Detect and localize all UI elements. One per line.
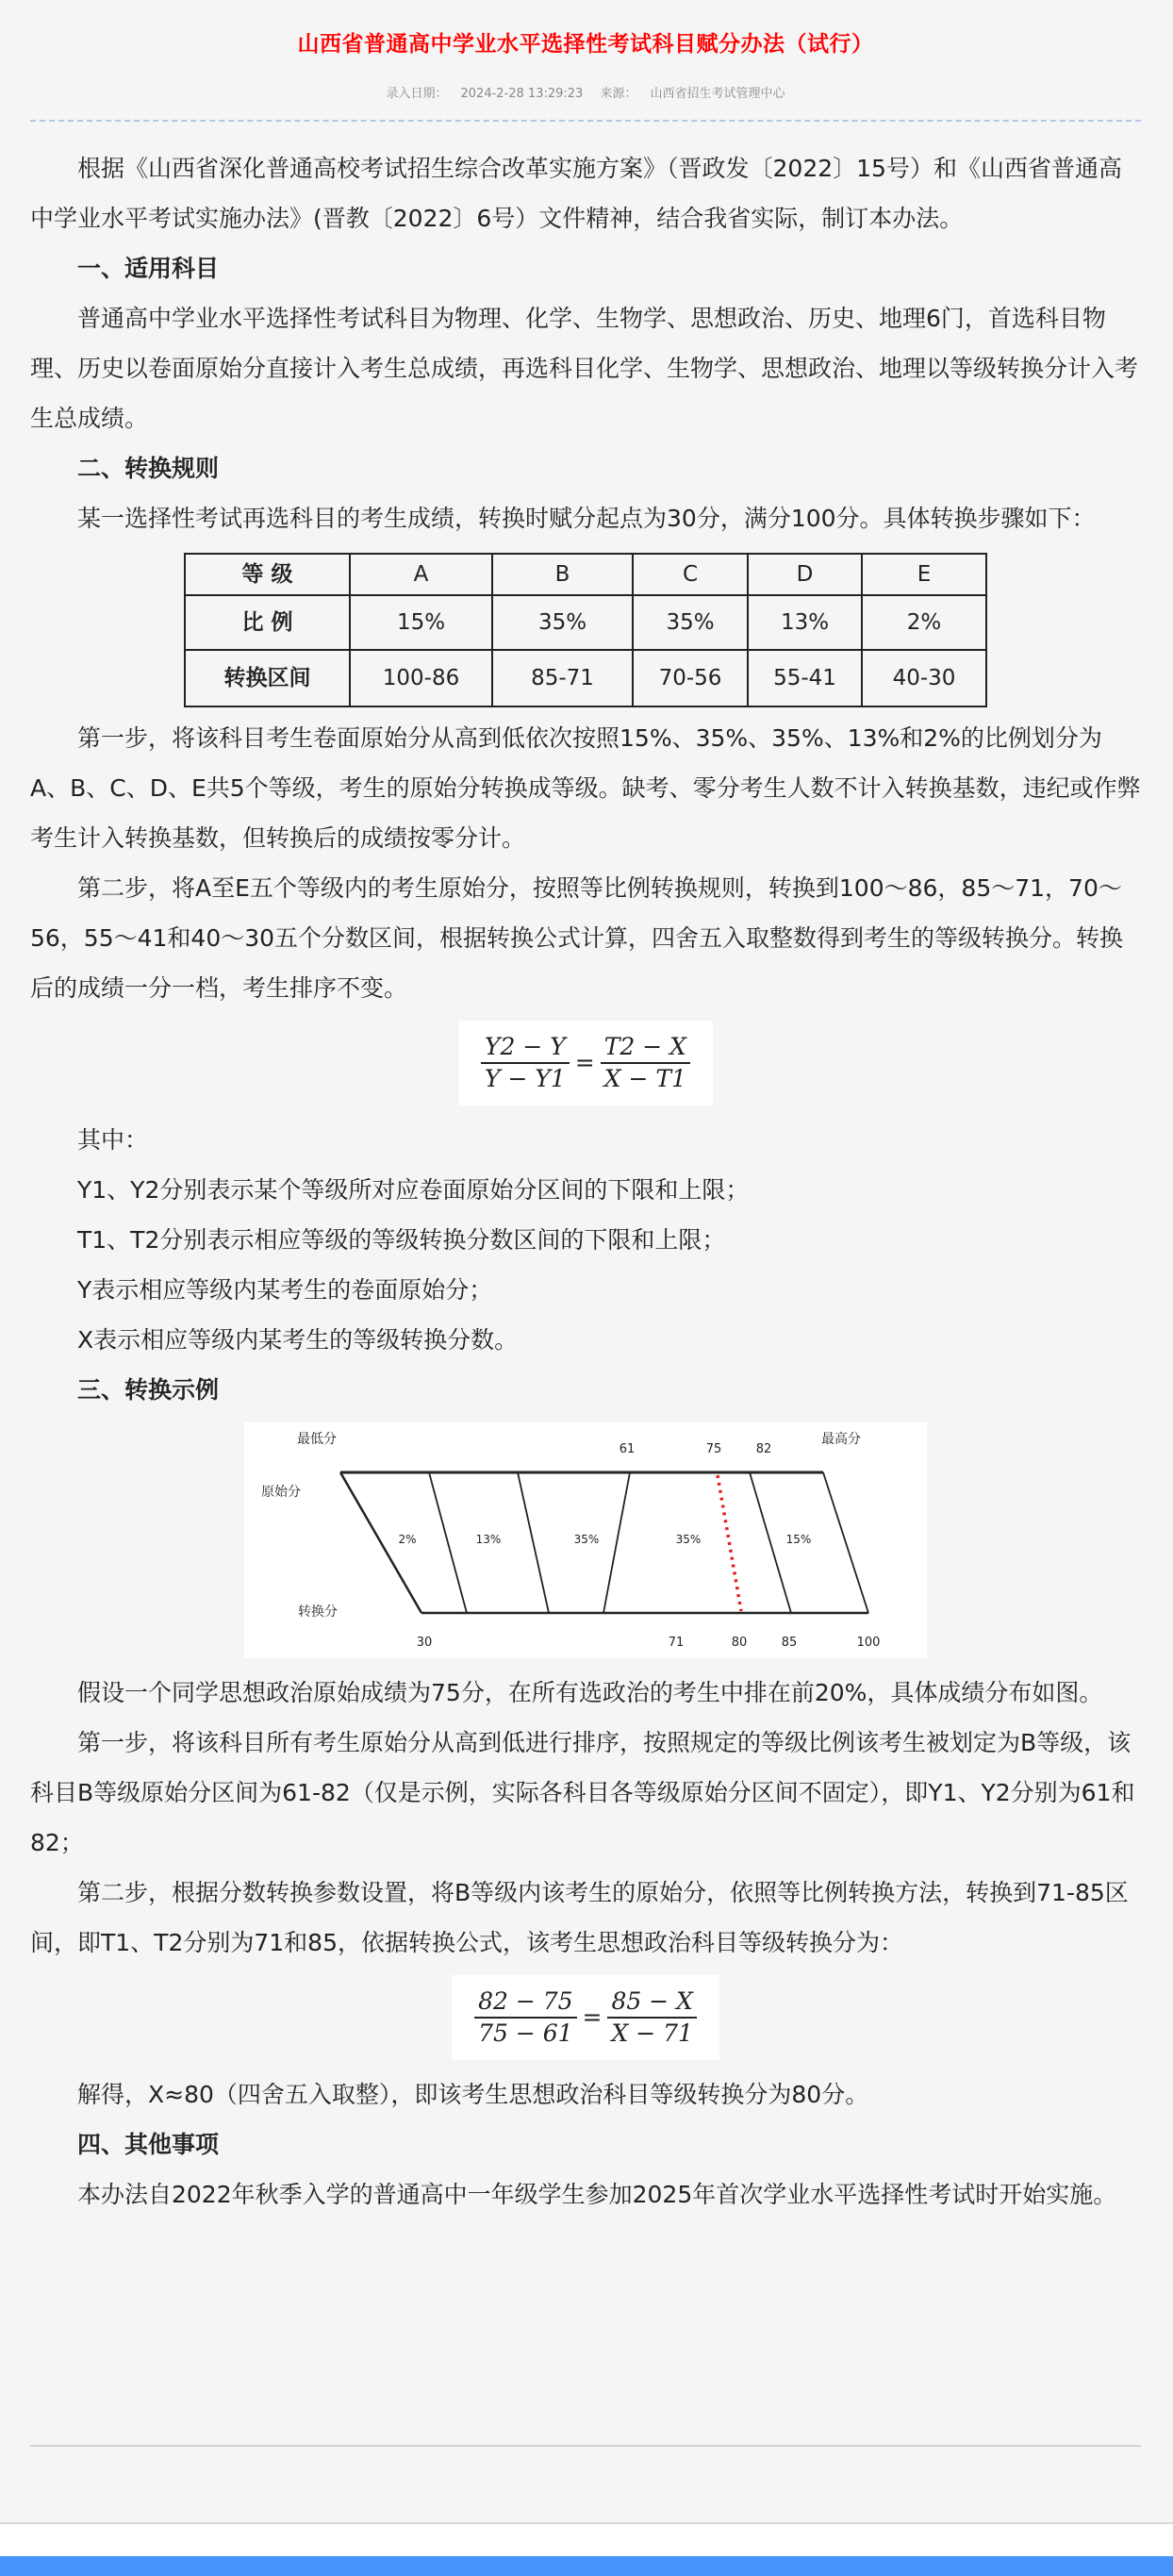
- section-heading-2: 二、转换规则: [77, 455, 220, 482]
- section-heading-1: 一、适用科目: [77, 255, 220, 282]
- label-min-score: 最低分: [297, 1432, 337, 1447]
- table-row: [185, 595, 986, 650]
- grade-cell: D: [748, 554, 862, 595]
- formula-equals: =: [582, 2003, 603, 2031]
- converted-score-tick: 100: [856, 1636, 881, 1650]
- source-value: 山西省招生考试管理中心: [650, 87, 785, 101]
- article-body: [30, 143, 1141, 2219]
- formula-denominator: Y − Y1: [485, 1065, 566, 1092]
- range-cell: 100-86: [350, 650, 492, 706]
- formula-example-wrap: [30, 1968, 1141, 2069]
- definition-item: Y1、Y2分别表示某个等级所对应卷面原始分区间的下限和上限；: [77, 1176, 750, 1204]
- grade-cell: B: [492, 554, 633, 595]
- source: [600, 87, 785, 101]
- grade-cell: C: [633, 554, 748, 595]
- step-1-paragraph: 第一步，将该科目考生卷面原始分从高到低依次按照15%、35%、35%、13%和2%的比例划分为A、B、C、D、E共5个等级，考生的原始分转换成等级。缺考、零分考生人数不计入转换基数，违纪或作弊考生计入转换基数，但转换后的成绩按零分计。: [30, 724, 1141, 852]
- label-converted-score: 转换分: [298, 1604, 338, 1620]
- raw-score-tick: 82: [755, 1442, 772, 1456]
- converted-score-tick: 85: [781, 1636, 798, 1650]
- source-label: 来源：: [600, 87, 637, 101]
- raw-score-tick: 75: [705, 1442, 722, 1456]
- section-heading-4: 四、其他事项: [77, 2131, 220, 2158]
- footer-divider: [30, 2445, 1141, 2447]
- example-step-1: 第一步，将该科目所有考生原始分从高到低进行排序，按照规定的等级比例该考生被划定为B等级，该科目B等级原始分区间为61-82（仅是示例，实际各科目各等级原始分区间不固定），即Y1、Y2分别为61和82；: [30, 1729, 1135, 1856]
- converted-score-tick: 71: [668, 1636, 685, 1650]
- ratio-cell: 2%: [862, 595, 986, 650]
- formula-equals: =: [574, 1049, 595, 1076]
- page-bottom-area: [0, 2522, 1173, 2558]
- grade-cell: A: [350, 554, 492, 595]
- definition-item: X表示相应等级内某考生的等级转换分数。: [77, 1326, 519, 1354]
- student-score-marker: [718, 1475, 741, 1611]
- section-heading-3: 三、转换示例: [77, 1376, 220, 1404]
- grade-segment-label: 35%: [675, 1533, 702, 1546]
- ratio-cell: 35%: [492, 595, 633, 650]
- ratio-cell: 13%: [748, 595, 862, 650]
- grade-table: [184, 553, 987, 707]
- conversion-diagram-wrap: [30, 1415, 1141, 1668]
- ratio-cell: 35%: [633, 595, 748, 650]
- table-row: [185, 650, 986, 706]
- range-cell: 85-71: [492, 650, 633, 706]
- grade-segment-label: 2%: [398, 1533, 417, 1546]
- grade-boundary-line: [603, 1472, 630, 1613]
- step-2-paragraph: 第二步，将A至E五个等级内的考生原始分，按照等比例转换规则，转换到100～86，85～71，70～56，55～41和40～30五个分数区间，根据转换公式计算，四舍五入取整数得到考生的等级转换分。转换后的成绩一分一档，考生排序不变。: [30, 874, 1124, 1002]
- label-raw-score: 原始分: [261, 1485, 301, 1500]
- formula-denominator: X − 71: [611, 2019, 693, 2047]
- grade-segment-label: 13%: [475, 1533, 502, 1546]
- header-divider: [30, 120, 1141, 122]
- grade-segment-label: 35%: [573, 1533, 600, 1546]
- article-meta: [30, 83, 1141, 101]
- grade-segment-label: 15%: [785, 1533, 812, 1546]
- formula-denominator: X − T1: [603, 1065, 686, 1092]
- definition-item: T1、T2分别表示相应等级的等级转换分数区间的下限和上限；: [77, 1226, 726, 1254]
- converted-score-tick: 30: [416, 1636, 433, 1650]
- formula-numerator: Y2 − Y: [481, 1032, 570, 1064]
- converted-score-tick: 80: [731, 1636, 748, 1650]
- entry-date: [387, 87, 584, 101]
- grade-cell: E: [862, 554, 986, 595]
- example-paragraph: 假设一个同学思想政治原始成绩为75分，在所有选政治的考生中排在前20%，具体成绩分布如图。: [77, 1679, 1103, 1706]
- grade-boundary-line: [429, 1472, 467, 1613]
- section-4-paragraph: 本办法自2022年秋季入学的普通高中一年级学生参加2025年首次学业水平选择性考试时开始实施。: [77, 2181, 1117, 2208]
- definition-item: Y表示相应等级内某考生的卷面原始分；: [77, 1276, 493, 1304]
- raw-score-tick: 61: [619, 1442, 636, 1456]
- conversion-diagram: [244, 1422, 927, 1658]
- grade-boundary-line: [518, 1472, 549, 1613]
- section-1-paragraph: 普通高中学业水平选择性考试科目为物理、化学、生物学、思想政治、历史、地理6门，首选科目物理、历史以卷面原始分直接计入考生总成绩，再选科目化学、生物学、思想政治、地理以等级转换分计入考生总成绩。: [30, 305, 1139, 432]
- grade-boundary-line: [750, 1472, 791, 1613]
- range-cell: 70-56: [633, 650, 748, 706]
- formula-right-fraction: [607, 1986, 696, 2049]
- formula-general: [458, 1021, 713, 1105]
- example-step-2: 第二步，根据分数转换参数设置，将B等级内该考生的原始分，依照等比例转换方法，转换到71-85区间，即T1、T2分别为71和85，依据转换公式，该考生思想政治科目等级转换分为：: [30, 1879, 1129, 1956]
- formula-right-fraction: [601, 1032, 690, 1094]
- section-2-paragraph: 某一选择性考试再选科目的考生成绩，转换时赋分起点为30分，满分100分。具体转换步骤如下：: [77, 505, 1096, 532]
- grade-boundary-line: [823, 1472, 868, 1613]
- ratio-cell: 15%: [350, 595, 492, 650]
- entry-date-value: 2024-2-28 13:29:23: [460, 87, 584, 101]
- where-label: 其中：: [77, 1126, 149, 1154]
- result-paragraph: 解得，X≈80（四舍五入取整），即该考生思想政治科目等级转换分为80分。: [77, 2081, 869, 2108]
- formula-denominator: 75 − 61: [478, 2019, 573, 2047]
- formula-left-fraction: [481, 1032, 570, 1094]
- formula-left-fraction: [474, 1986, 576, 2049]
- row-header-ratio: 比 例: [185, 595, 350, 650]
- row-header-grade: 等 级: [185, 554, 350, 595]
- range-cell: 55-41: [748, 650, 862, 706]
- label-max-score: 最高分: [821, 1432, 861, 1447]
- range-cell: 40-30: [862, 650, 986, 706]
- formula-example: [452, 1975, 719, 2060]
- site-footer-bar: [0, 2556, 1173, 2576]
- formula-numerator: T2 − X: [601, 1032, 690, 1064]
- formula-general-wrap: [30, 1013, 1141, 1115]
- formula-numerator: 82 − 75: [474, 1986, 576, 2019]
- article-title: 山西省普通高中学业水平选择性考试科目赋分办法（试行）: [297, 32, 874, 57]
- entry-date-label: 录入日期：: [386, 87, 448, 101]
- row-header-range: 转换区间: [185, 650, 350, 706]
- table-row: [185, 554, 986, 595]
- intro-paragraph: 根据《山西省深化普通高校考试招生综合改革实施方案》（晋政发〔2022〕15号）和《山西省普通高中学业水平考试实施办法》(晋教〔2022〕6号）文件精神，结合我省实际，制订本办法。: [30, 155, 1122, 232]
- formula-numerator: 85 − X: [607, 1986, 696, 2019]
